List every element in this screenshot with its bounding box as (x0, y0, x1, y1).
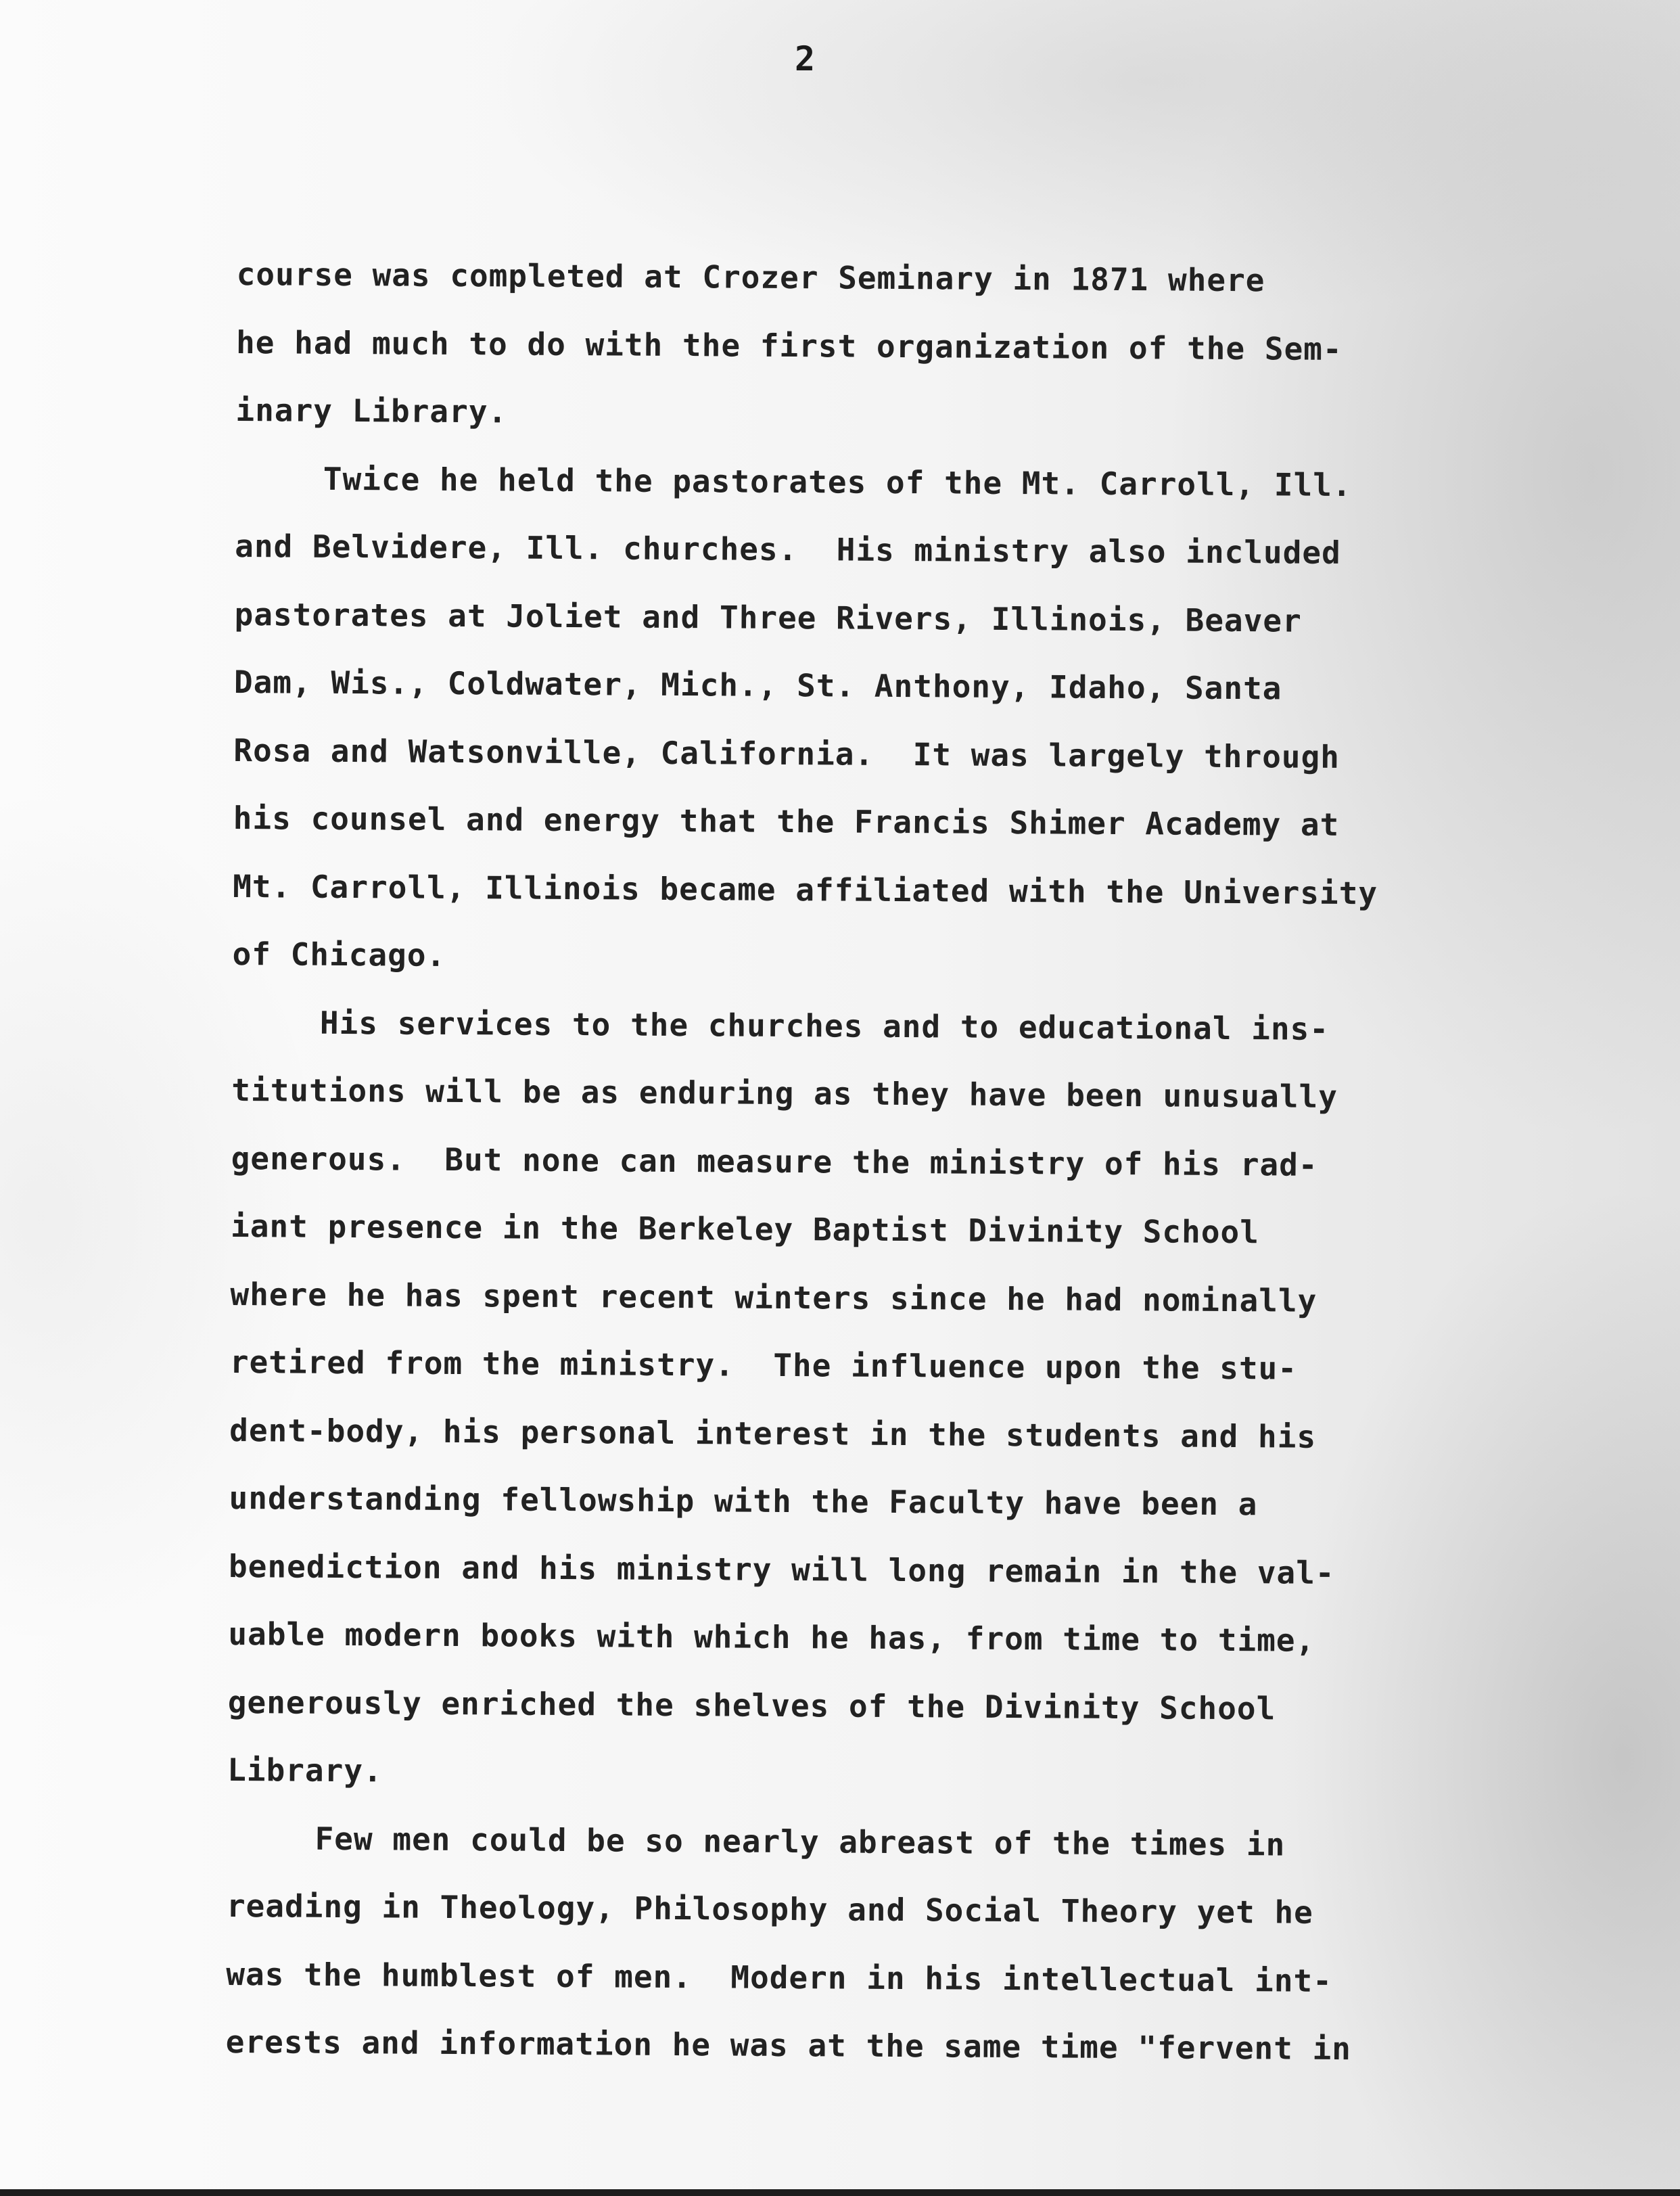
scan-edge (0, 2189, 1680, 2196)
text-line: of Chicago. (232, 935, 446, 974)
text-line: Library. (227, 1751, 383, 1789)
text-line: benediction and his ministry will long remain in the val- (228, 1547, 1335, 1591)
text-line: course was completed at Crozer Seminary in 1871 where (236, 255, 1265, 299)
text-line: understanding fellowship with the Faculty have been a (229, 1479, 1258, 1523)
body-text (225, 240, 1481, 2084)
text-line: where he has spent recent winters since he had nominally (230, 1275, 1317, 1319)
text-line: he had much to do with the first organization of the Sem- (235, 323, 1343, 367)
text-line: retired from the ministry. The influence upon the stu- (229, 1343, 1298, 1387)
text-line: dent-body, his personal interest in the students and his (229, 1411, 1317, 1455)
text-line: and Belvidere, Ill. churches. His ministry also included (235, 527, 1341, 571)
text-line: Rosa and Watsonville, California. It was largely through (233, 731, 1340, 775)
text-line: Dam, Wis., Coldwater, Mich., St. Anthony, Idaho, Santa (233, 663, 1282, 707)
text-line: His services to the churches and to educational ins- (319, 1004, 1330, 1047)
page-number: 2 (794, 39, 816, 78)
text-line: uable modern books with which he has, from time to time, (228, 1615, 1315, 1659)
text-line: inary Library. (235, 391, 508, 430)
text-line: generously enriched the shelves of the Divinity School (227, 1683, 1276, 1726)
text-line: reading in Theology, Philosophy and Social Theory yet he (226, 1887, 1313, 1931)
text-line: Mt. Carroll, Illinois became affiliated with the University (233, 867, 1378, 911)
text-line: iant presence in the Berkeley Baptist Divinity School (230, 1207, 1260, 1251)
text-line: pastorates at Joliet and Three Rivers, Illinois, Beaver (234, 595, 1302, 639)
text-line: Twice he held the pastorates of the Mt. Carroll, Ill. (323, 460, 1352, 503)
text-line: generous. But none can measure the ministry of his rad- (231, 1139, 1318, 1183)
text-line: titutions will be as enduring as they have been unusually (231, 1071, 1338, 1115)
text-line: was the humblest of men. Modern in his intellectual int- (226, 1955, 1333, 1999)
text-line: his counsel and energy that the Francis Shimer Academy at (233, 799, 1340, 843)
text-line: erests and information he was at the same time "fervent in (225, 2023, 1352, 2067)
text-line: Few men could be so nearly abreast of the times in (314, 1820, 1286, 1863)
